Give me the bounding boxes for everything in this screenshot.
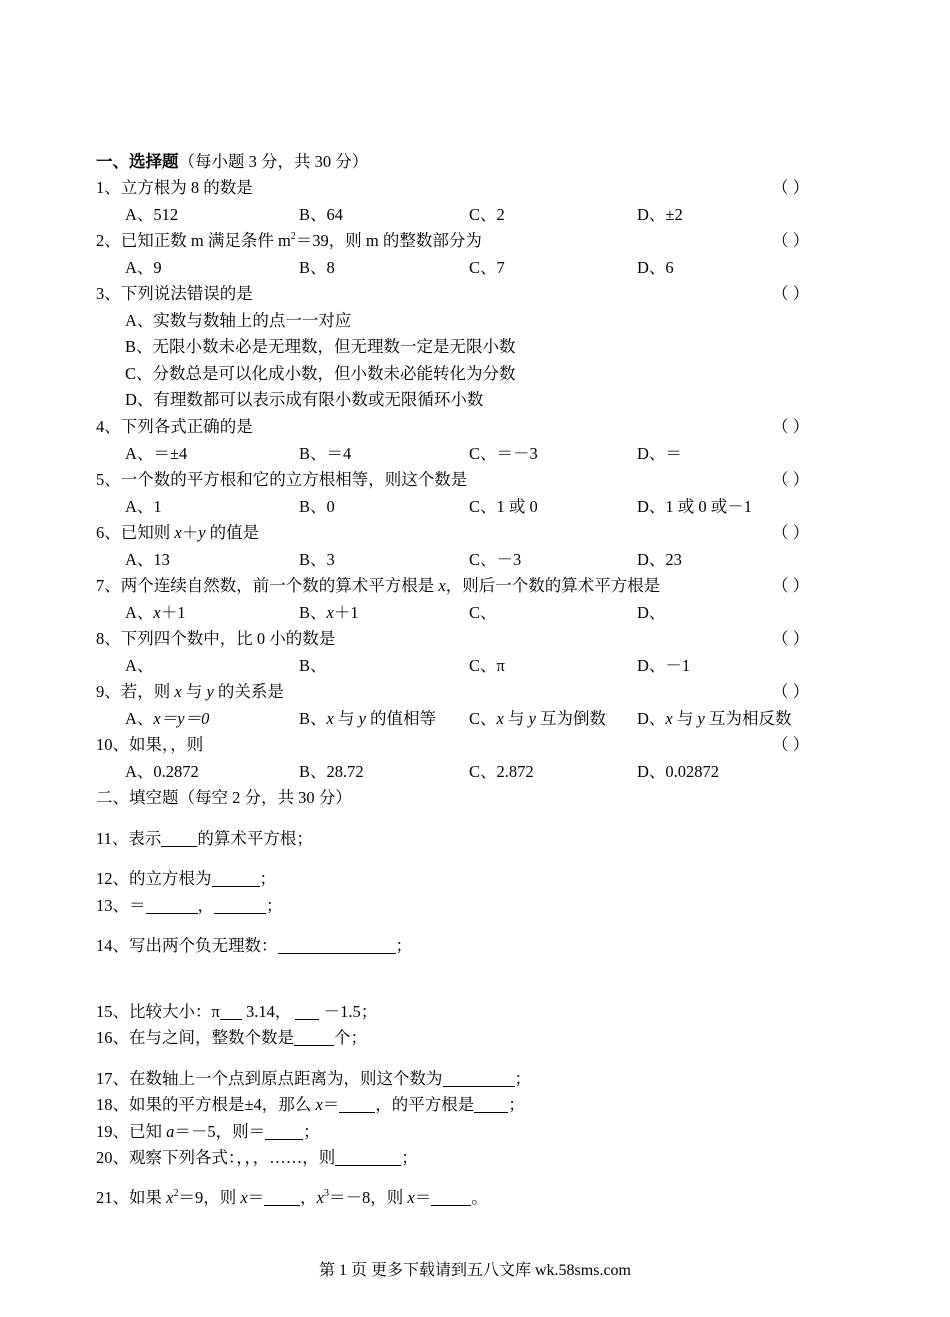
section1-note: （每小题 3 分，共 30 分） [178,152,369,171]
question-19 [0,1119,950,1145]
question-9-options [0,706,950,732]
answer-paren: （ ） [772,629,810,648]
option-a: A、 [125,656,154,675]
option-d: D、6 [637,258,674,277]
question-20-text [96,1145,418,1171]
question-2 [0,228,950,254]
stem-part: 的关系是 [213,682,284,701]
answer-blank[interactable] [474,1095,508,1113]
option-d: D、±2 [637,205,683,224]
option-b: B、无限小数未必是无理数，但无理数一定是无限小数 [125,337,516,356]
stem-part: 个； [334,1028,367,1047]
question-12 [0,866,950,892]
question-5 [0,467,950,493]
question-21-text [96,1185,488,1211]
question-10-options [0,759,950,785]
answer-blank[interactable] [212,869,260,887]
answer-blank[interactable] [161,829,197,847]
option-d: D、＝ [637,444,682,463]
option-c: C、1 或 0 [469,497,538,516]
option-c: C、＝－3 [469,444,538,463]
stem-part: 16、在与之间，整数个数是 [96,1028,294,1047]
question-2-options [0,255,950,281]
stem-part: 3.14， [241,1002,296,1021]
variable-y: y [206,682,214,701]
answer-paren: （ ） [772,682,810,701]
question-8-stem: 8、下列四个数中，比 0 小的数是 [96,629,336,648]
option-b: B、3 [299,550,335,569]
stem-part: 的值是 [205,523,260,542]
section2-title: 二、填空题（每空 2 分，共 30 分） [96,788,352,807]
option-text: 与 [672,709,698,728]
question-6-stem [96,520,259,546]
stem-part: 14、写出两个负无理数： [96,936,278,955]
section1-title: 一、选择题 [96,152,179,171]
option-c: C、π [469,656,505,675]
variable-x: x [326,709,334,728]
stem-part: ， [300,1188,317,1207]
variable-y: y [528,709,536,728]
stem-part: 2、已知正数 m 满足条件 m [96,231,291,250]
stem-part: ＝39，则 m 的整数部分为 [295,231,482,250]
option-d: D、－1 [637,656,691,675]
variable-x: x [166,1188,174,1207]
question-3 [0,281,950,307]
option-label: D、 [637,709,666,728]
option-label: B、 [299,603,327,622]
option-d: D、 [637,603,666,622]
stem-part: 9、若，则 [96,682,175,701]
answer-paren: （ ） [772,231,810,250]
option-a: A、＝±4 [125,444,188,463]
answer-blank[interactable] [220,1002,242,1020]
page-footer: 第 1 页 更多下载请到五八文库 wk.58sms.com [318,1262,631,1279]
answer-blank[interactable] [335,1148,401,1166]
option-d: D、23 [637,550,682,569]
option-b [299,600,359,626]
option-b [299,706,436,732]
option-a: A、1 [125,497,162,516]
question-3-option-c [0,361,950,387]
question-15 [0,999,950,1025]
stem-part: ； [514,1069,531,1088]
answer-blank[interactable] [431,1188,471,1206]
answer-blank[interactable] [278,936,396,954]
question-17-text [96,1066,531,1092]
option-text: 互为相反数 [704,709,792,728]
answer-blank[interactable] [146,896,198,914]
question-4 [0,414,950,440]
question-5-options [0,494,950,520]
stem-part: －1.5； [319,1002,378,1021]
exponent: 2 [290,231,296,242]
stem-part: 19、已知 [96,1122,167,1141]
question-1 [0,175,950,201]
question-20 [0,1145,950,1171]
question-10-stem: 10、如果，，则 [96,735,204,754]
option-label: A、 [125,709,154,728]
stem-part: ，则后一个数的算术平方根是 [445,576,661,595]
option-b: B、 [299,656,327,675]
question-6-options [0,547,950,573]
question-11-text [96,826,313,852]
question-15-text [96,999,377,1025]
option-c: C、 [469,603,497,622]
stem-part: ＝ [414,1188,432,1207]
question-3-option-a [0,308,950,334]
stem-part: 18、如果的平方根是±4，那么 [96,1095,316,1114]
variable-x: x [496,709,504,728]
option-text: ＋1 [160,603,186,622]
stem-part: 21、如果 [96,1188,167,1207]
option-a: A、9 [125,258,162,277]
question-12-text [96,866,276,892]
variable-x: x [174,523,182,542]
variable-x: x [315,1095,323,1114]
question-1-stem: 1、立方根为 8 的数是 [96,178,253,197]
question-14 [0,933,950,959]
option-d: D、有理数都可以表示成有限小数或无限循环小数 [125,390,484,409]
option-label: B、 [299,709,327,728]
question-7 [0,573,950,599]
question-8 [0,626,950,652]
question-5-stem: 5、一个数的平方根和它的立方根相等，则这个数是 [96,470,468,489]
exponent: 2 [173,1188,179,1199]
question-14-text [96,933,412,959]
question-8-options [0,653,950,679]
stem-part: 20、观察下列各式：，，，……，则 [96,1148,336,1167]
answer-blank[interactable] [339,1095,375,1113]
option-text: 与 [333,709,359,728]
option-expression: x＝y＝0 [153,709,210,728]
question-3-option-d [0,387,950,413]
answer-paren: （ ） [772,417,810,436]
stem-part: ＋ [181,523,199,542]
section1-heading [0,149,950,175]
variable-a: a [166,1122,175,1141]
answer-blank[interactable] [214,896,266,914]
question-10 [0,732,950,758]
stem-part: ＝－5，则＝ [174,1122,266,1141]
variable-x: x [316,1188,324,1207]
option-d: D、0.02872 [637,762,720,781]
option-a [125,706,209,732]
stem-part: ； [401,1148,418,1167]
stem-part: 的算术平方根； [197,829,313,848]
answer-blank[interactable] [295,1002,319,1020]
stem-part: ； [266,896,283,915]
option-text: 的值相等 [365,709,437,728]
stem-part: 7、两个连续自然数，前一个数的算术平方根是 [96,576,439,595]
answer-blank[interactable] [443,1069,515,1087]
question-13 [0,893,950,919]
option-b: B、＝4 [299,444,352,463]
variable-x: x [326,603,334,622]
stem-part: ； [508,1095,525,1114]
question-9 [0,679,950,705]
answer-blank[interactable] [294,1028,334,1046]
question-13-text [96,893,283,919]
option-b: B、64 [299,205,344,224]
option-a: A、512 [125,205,179,224]
question-7-options [0,600,950,626]
question-21 [0,1185,950,1211]
answer-paren: （ ） [772,735,810,754]
stem-part: 13、＝ [96,896,146,915]
option-d [637,706,791,732]
stem-part: ； [259,869,276,888]
question-16 [0,1025,950,1051]
stem-part: ＝－8，则 [328,1188,408,1207]
option-a: A、实数与数轴上的点一一对应 [125,311,352,330]
option-a: A、13 [125,550,170,569]
answer-paren: （ ） [772,576,810,595]
question-4-options [0,441,950,467]
option-a [125,600,186,626]
answer-blank[interactable] [265,1122,303,1140]
variable-y: y [697,709,705,728]
question-18-text [96,1092,525,1118]
answer-paren: （ ） [772,523,810,542]
question-2-stem [96,228,482,254]
variable-x: x [153,603,161,622]
stem-part: 17、在数轴上一个点到原点距离为，则这个数为 [96,1069,443,1088]
variable-x: x [240,1188,248,1207]
stem-part: ＝9，则 [178,1188,241,1207]
exponent: 3 [323,1188,329,1199]
question-6 [0,520,950,546]
option-text: 与 [503,709,529,728]
variable-x: x [407,1188,415,1207]
variable-x: x [438,576,446,595]
option-text: ＋1 [333,603,359,622]
option-label: A、 [125,603,154,622]
option-a: A、0.2872 [125,762,199,781]
question-17 [0,1066,950,1092]
option-label: C、 [469,709,497,728]
answer-paren: （ ） [772,284,810,303]
stem-part: ， [197,896,214,915]
option-c: C、－3 [469,550,522,569]
stem-part: ； [395,936,412,955]
option-b: B、0 [299,497,335,516]
stem-part: 与 [181,682,207,701]
answer-paren: （ ） [772,470,810,489]
question-1-options [0,202,950,228]
answer-blank[interactable] [264,1188,300,1206]
option-c: C、分数总是可以化成小数，但小数未必能转化为分数 [125,364,516,383]
option-b: B、8 [299,258,335,277]
stem-part: 15、比较大小：π [96,1002,220,1021]
question-7-stem [96,573,660,599]
option-c: C、2.872 [469,762,534,781]
stem-part: 6、已知则 [96,523,175,542]
stem-part: ； [303,1122,320,1141]
option-c: C、2 [469,205,505,224]
question-16-text [96,1025,367,1051]
section2-heading [0,785,950,811]
stem-part: 11、表示 [96,829,162,848]
question-4-stem: 4、下列各式正确的是 [96,417,253,436]
stem-part: ＝ [247,1188,265,1207]
question-9-stem [96,679,284,705]
question-18 [0,1092,950,1118]
question-3-stem: 3、下列说法错误的是 [96,284,253,303]
option-c: C、7 [469,258,505,277]
variable-x: x [174,682,182,701]
question-19-text [96,1119,320,1145]
option-c [469,706,606,732]
option-d: D、1 或 0 或－1 [637,497,753,516]
variable-y: y [358,709,366,728]
option-text: 互为倒数 [535,709,607,728]
stem-part: 。 [471,1188,488,1207]
answer-paren: （ ） [772,178,810,197]
question-11 [0,826,950,852]
stem-part: ，的平方根是 [375,1095,475,1114]
stem-part: 12、的立方根为 [96,869,212,888]
question-3-option-b [0,334,950,360]
variable-x: x [665,709,673,728]
variable-y: y [198,523,206,542]
option-b: B、28.72 [299,762,364,781]
stem-part: ＝ [322,1095,340,1114]
